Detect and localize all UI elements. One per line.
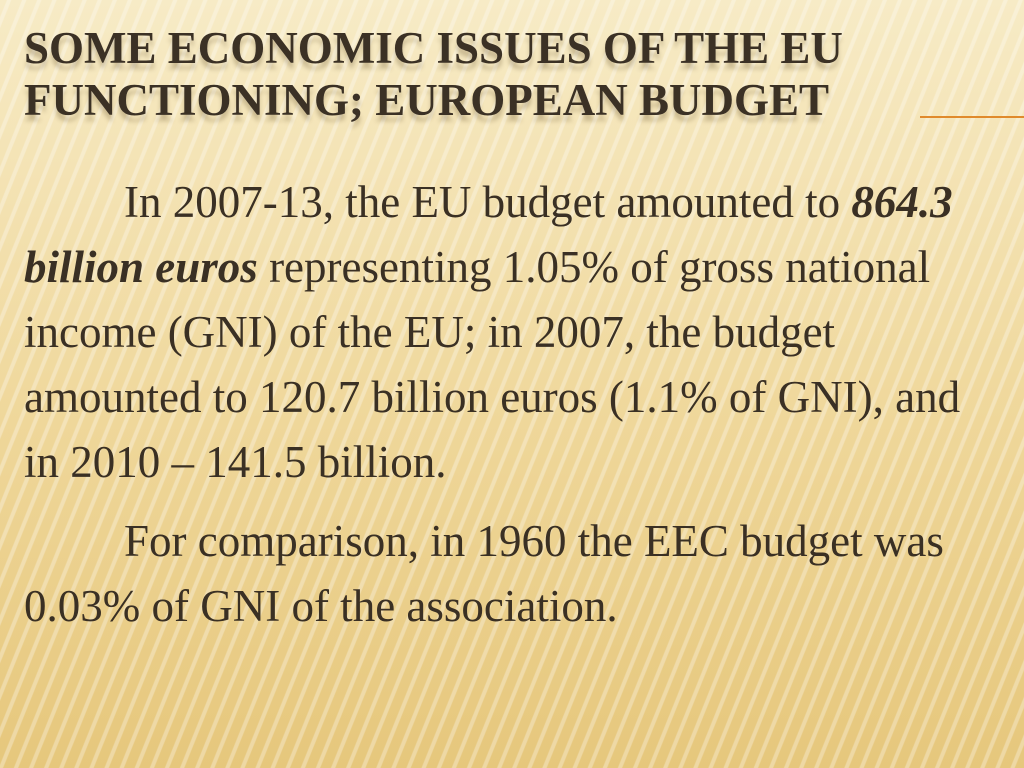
paragraph-1-text-start: In 2007-13, the EU budget amounted to bbox=[124, 177, 852, 227]
paragraph-1-text-end: representing 1.05% of gross national income (GNI) of the EU; in 2007, the budget amounted to 120.7 billion euros (1.1% of GNI), and in 2010 – 141.5 billion. bbox=[24, 242, 961, 487]
title-accent-rule bbox=[920, 116, 1024, 118]
paragraph-budget-2007-13 bbox=[24, 170, 1004, 495]
budget-total-emphasis: 864.3 billion euros bbox=[24, 177, 953, 292]
slide-title bbox=[24, 22, 984, 126]
paragraph-comparison-1960: For comparison, in 1960 the EEC budget was 0.03% of GNI of the association. bbox=[24, 516, 944, 631]
slide-body bbox=[24, 170, 1004, 639]
title-line-1: SOME ECONOMIC ISSUES OF THE EU bbox=[24, 23, 843, 73]
title-line-2: FUNCTIONING; EUROPEAN BUDGET bbox=[24, 75, 830, 125]
